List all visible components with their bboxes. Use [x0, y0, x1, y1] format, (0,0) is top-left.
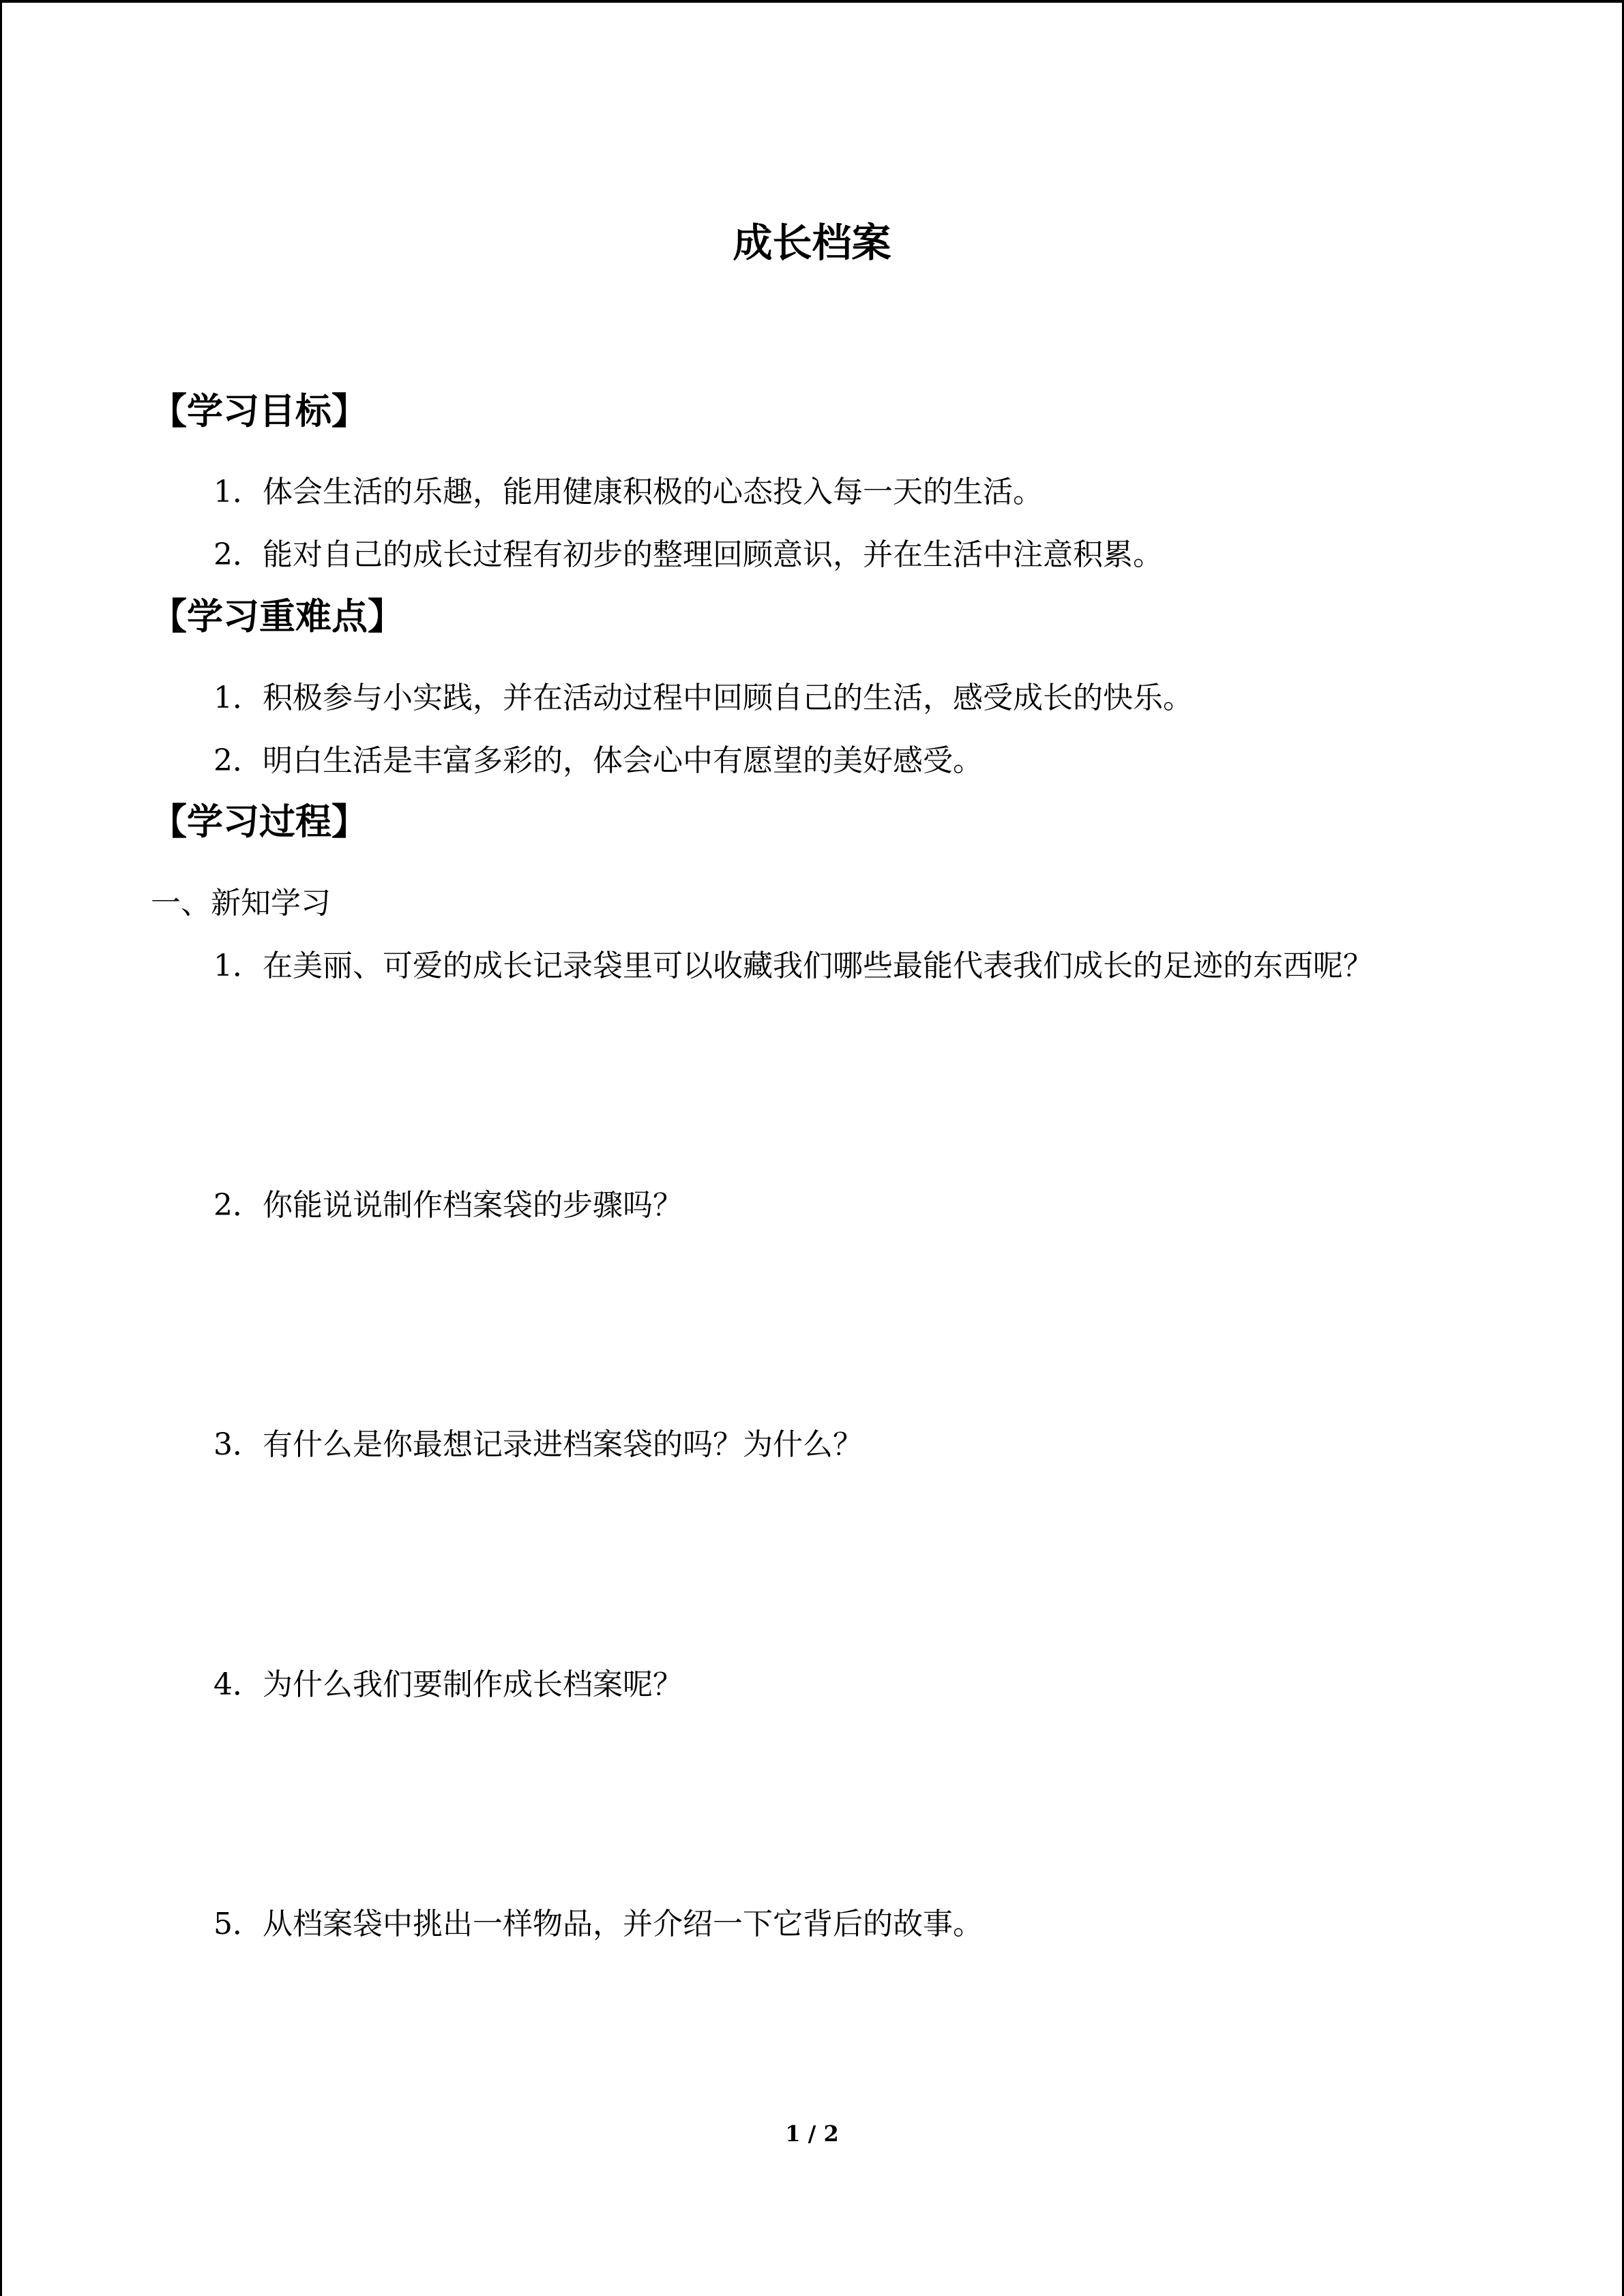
page-title: 成长档案	[733, 220, 891, 266]
key-point-item-2: 2．明白生活是丰富多彩的，体会心中有愿望的美好感受。	[213, 743, 983, 778]
question-1: 1．在美丽、可爱的成长记录袋里可以收藏我们哪些最能代表我们成长的足迹的东西呢？	[213, 949, 1373, 983]
goal-item-1: 1．体会生活的乐趣，能用健康积极的心态投入每一天的生活。	[213, 475, 1043, 509]
process-subheading: 一、新知学习	[151, 886, 331, 921]
section-heading-goals: 【学习目标】	[151, 391, 368, 432]
key-point-item-1: 1．积极参与小实践，并在活动过程中回顾自己的生活，感受成长的快乐。	[213, 681, 1193, 715]
goal-item-2: 2．能对自己的成长过程有初步的整理回顾意识，并在生活中注意积累。	[213, 537, 1163, 572]
question-3: 3．有什么是你最想记录进档案袋的吗？为什么？	[213, 1427, 863, 1462]
question-5: 5．从档案袋中挑出一样物品，并介绍一下它背后的故事。	[213, 1907, 983, 1941]
section-heading-process: 【学习过程】	[151, 801, 368, 843]
question-4: 4．为什么我们要制作成长档案呢？	[213, 1667, 683, 1702]
section-heading-key-points: 【学习重难点】	[151, 596, 404, 638]
question-2: 2．你能说说制作档案袋的步骤吗？	[213, 1188, 683, 1223]
page-number: 1 / 2	[785, 2121, 839, 2147]
